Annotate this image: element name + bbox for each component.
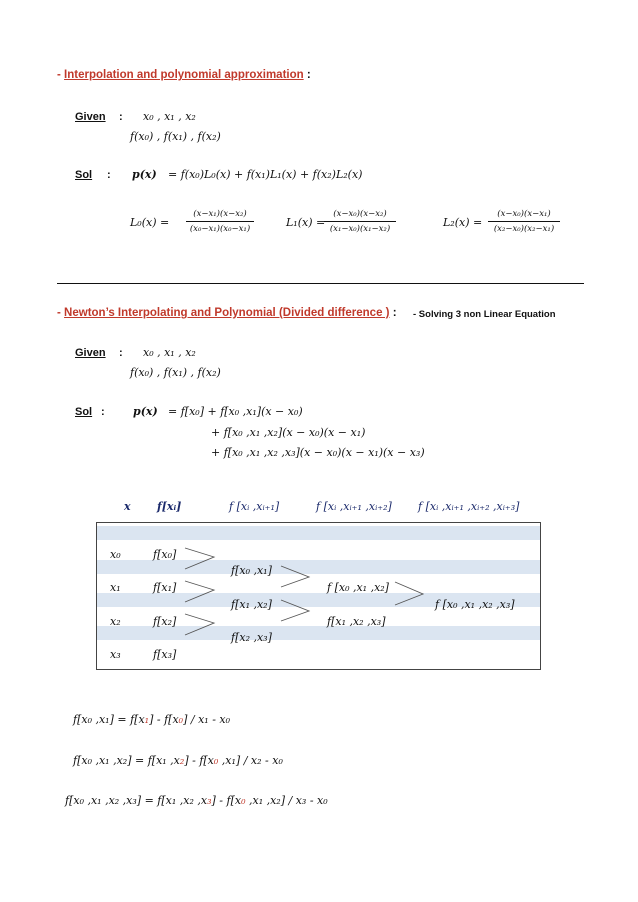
section2-bullet: - xyxy=(57,307,61,319)
formula-3-a: f[x₁ ,x₂ ,x xyxy=(157,794,208,807)
table-header-d2: f [xᵢ ,xᵢ₊₁ ,xᵢ₊₂] xyxy=(316,500,392,513)
L2-label: L₂(x) = xyxy=(443,216,483,229)
section2-side-note: - Solving 3 non Linear Equation xyxy=(413,309,556,320)
formula-2-a: f[x₁ ,x xyxy=(147,754,180,767)
formula-3 xyxy=(65,794,328,807)
L2-fraction xyxy=(488,208,560,235)
formula-1-a-sub: ₁ xyxy=(144,713,150,726)
section2-sol-lhs: p(x) xyxy=(133,405,158,418)
L1-fraction xyxy=(324,208,396,235)
section2-sol-line2: + f[x₀ ,x₁ ,x₂](x − x₀)(x − x₁) xyxy=(211,426,366,439)
formula-1 xyxy=(73,713,230,726)
table-d1-2: f[x₂ ,x₃] xyxy=(231,631,272,644)
section1-given-line1: x₀ , x₁ , x₂ xyxy=(143,110,196,123)
section1-sol-rhs: = f(x₀)L₀(x) + f(x₁)L₁(x) + f(x₂)L₂(x) xyxy=(168,168,363,181)
L0-fraction-bar xyxy=(186,221,254,222)
L0-label: L₀(x) = xyxy=(130,216,170,229)
table-header-d3: f [xᵢ ,xᵢ₊₁ ,xᵢ₊₂ ,xᵢ₊₃] xyxy=(418,500,520,513)
L0-denominator: (x₀−x₁)(x₀−x₁) xyxy=(189,224,251,234)
formula-1-lhs: f[x₀ ,x₁] = xyxy=(73,713,131,726)
section1-title: Interpolation and polynomial approximation xyxy=(64,69,304,81)
divided-difference-table xyxy=(96,522,541,670)
section1-sol-label: Sol xyxy=(75,169,93,181)
formula-2-b: ] - f[x xyxy=(184,754,214,767)
table-x3: x₃ xyxy=(110,648,121,661)
table-x0: x₀ xyxy=(110,548,121,561)
table-header-f: f[xᵢ] xyxy=(157,500,182,513)
section1-sol-colon: : xyxy=(107,169,111,181)
formula-1-b-sub: ₀ xyxy=(178,713,184,726)
formula-2-a-sub: ₂ xyxy=(179,754,185,767)
section2-given-colon: : xyxy=(119,347,123,359)
L2-denominator: (x₂−x₀)(x₂−x₁) xyxy=(493,224,555,234)
table-x2: x₂ xyxy=(110,615,121,628)
section1-given-line2: f(x₀) , f(x₁) , f(x₂) xyxy=(130,130,221,143)
section2-sol-label: Sol xyxy=(75,406,93,418)
L0-fraction xyxy=(186,208,254,235)
table-header-d1: f [xᵢ ,xᵢ₊₁] xyxy=(229,500,280,513)
formula-3-lhs: f[x₀ ,x₁ ,x₂ ,x₃] = xyxy=(65,794,158,807)
section1-colon: : xyxy=(306,69,311,81)
formula-1-b: ] - f[x xyxy=(149,713,179,726)
formula-2-tail: / x₂ - x₀ xyxy=(240,754,283,767)
formula-3-b-sub: ₀ xyxy=(241,794,246,807)
table-d2-0: f [x₀ ,x₁ ,x₂] xyxy=(327,581,389,594)
section2-sol-colon: : xyxy=(101,406,105,418)
formula-2 xyxy=(73,754,283,767)
L2-numerator: (x−x₀)(x−x₁) xyxy=(497,209,551,219)
table-d1-1: f[x₁ ,x₂] xyxy=(231,598,272,611)
section-divider xyxy=(57,283,584,284)
formula-1-c: ] xyxy=(183,713,188,726)
L1-label: L₁(x) = xyxy=(286,216,326,229)
formula-2-lhs: f[x₀ ,x₁ ,x₂] = xyxy=(73,754,148,767)
section2-sol-line1: = f[x₀] + f[x₀ ,x₁](x − x₀) xyxy=(168,405,303,418)
L2-fraction-bar xyxy=(488,221,560,222)
table-d1-0: f[x₀ ,x₁] xyxy=(231,564,272,577)
section2-given-line1: x₀ , x₁ , x₂ xyxy=(143,346,196,359)
table-x1: x₁ xyxy=(110,581,121,594)
L1-denominator: (x₁−x₀)(x₁−x₂) xyxy=(329,224,391,234)
section1-heading xyxy=(57,69,311,81)
table-d2-1: f[x₁ ,x₂ ,x₃] xyxy=(327,615,386,628)
section2-title: Newton’s Interpolating and Polynomial (Divided difference ) xyxy=(64,307,390,319)
table-f3: f[x₃] xyxy=(153,648,177,661)
table-f0: f[x₀] xyxy=(153,548,177,561)
section2-given-label: Given xyxy=(75,347,106,359)
formula-3-b: ] - f[x xyxy=(211,794,242,807)
section1-bullet: - xyxy=(57,69,61,81)
section1-given-colon: : xyxy=(119,111,123,123)
section2-heading xyxy=(57,307,397,319)
table-d3-0: f [x₀ ,x₁ ,x₂ ,x₃] xyxy=(435,598,515,611)
formula-1-a: f[x xyxy=(130,713,145,726)
formula-3-a-sub: ₃ xyxy=(207,794,212,807)
L0-numerator: (x−x₁)(x−x₂) xyxy=(193,209,247,219)
formula-1-tail: / x₁ - x₀ xyxy=(187,713,231,726)
formula-3-tail: / x₃ - x₀ xyxy=(285,794,328,807)
table-f1: f[x₁] xyxy=(153,581,177,594)
table-header-x: x xyxy=(124,500,131,513)
L1-fraction-bar xyxy=(324,221,396,222)
section1-sol-lhs: p(x) xyxy=(132,168,157,181)
formula-2-c: ,x₁] xyxy=(218,754,241,767)
section2-given-line2: f(x₀) , f(x₁) , f(x₂) xyxy=(130,366,221,379)
table-f2: f[x₂] xyxy=(153,615,177,628)
L1-numerator: (x−x₀)(x−x₂) xyxy=(333,209,387,219)
formula-2-b-sub: ₀ xyxy=(213,754,219,767)
section1-given-label: Given xyxy=(75,111,106,123)
section2-colon: : xyxy=(392,307,397,319)
formula-3-c: ,x₁ ,x₂] xyxy=(245,794,286,807)
section2-sol-line3: + f[x₀ ,x₁ ,x₂ ,x₃](x − x₀)(x − x₁)(x − x₃) xyxy=(211,446,425,459)
